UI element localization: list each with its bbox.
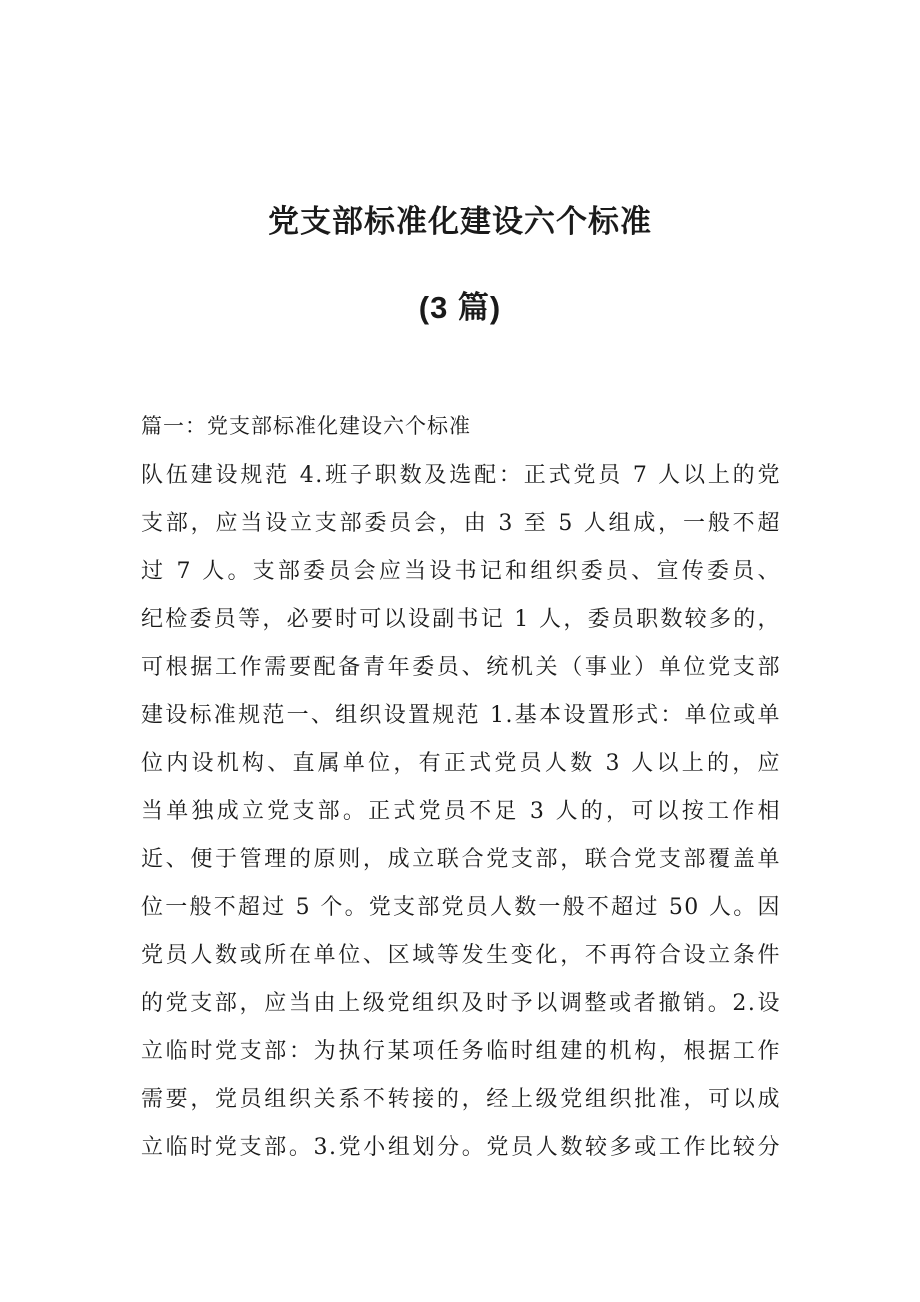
body-line: 近、便于管理的原则，成立联合党支部，联合党支部覆盖单	[141, 847, 781, 872]
body-line: 党员人数或所在单位、区域等发生变化，不再符合设立条件	[141, 943, 781, 968]
body-line: 位一般不超过 5 个。党支部党员人数一般不超过 50 人。因	[141, 895, 781, 920]
body-line: 可根据工作需要配备青年委员、统机关（事业）单位党支部	[141, 655, 781, 680]
section-heading: 篇一：党支部标准化建设六个标准	[141, 414, 471, 438]
body-line: 纪检委员等，必要时可以设副书记 1 人，委员职数较多的，	[141, 607, 781, 632]
body-line: 位内设机构、直属单位，有正式党员人数 3 人以上的，应	[141, 751, 781, 776]
body-line: 过 7 人。支部委员会应当设书记和组织委员、宣传委员、	[141, 559, 781, 584]
body-line: 需要，党员组织关系不转接的，经上级党组织批准，可以成	[141, 1087, 781, 1112]
body-line: 队伍建设规范 4.班子职数及选配：正式党员 7 人以上的党	[141, 463, 781, 488]
body-line: 当单独成立党支部。正式党员不足 3 人的，可以按工作相	[141, 799, 781, 824]
body-line: 支部，应当设立支部委员会，由 3 至 5 人组成，一般不超	[141, 511, 781, 536]
body-line: 立临时党支部。3.党小组划分。党员人数较多或工作比较分	[141, 1135, 781, 1160]
document-title: 党支部标准化建设六个标准	[268, 204, 652, 240]
body-line: 建设标准规范一、组织设置规范 1.基本设置形式：单位或单	[141, 703, 781, 728]
body-line: 立临时党支部：为执行某项任务临时组建的机构，根据工作	[141, 1039, 781, 1064]
document-subtitle: (3 篇)	[418, 290, 502, 325]
body-line: 的党支部，应当由上级党组织及时予以调整或者撤销。2.设	[141, 991, 781, 1016]
